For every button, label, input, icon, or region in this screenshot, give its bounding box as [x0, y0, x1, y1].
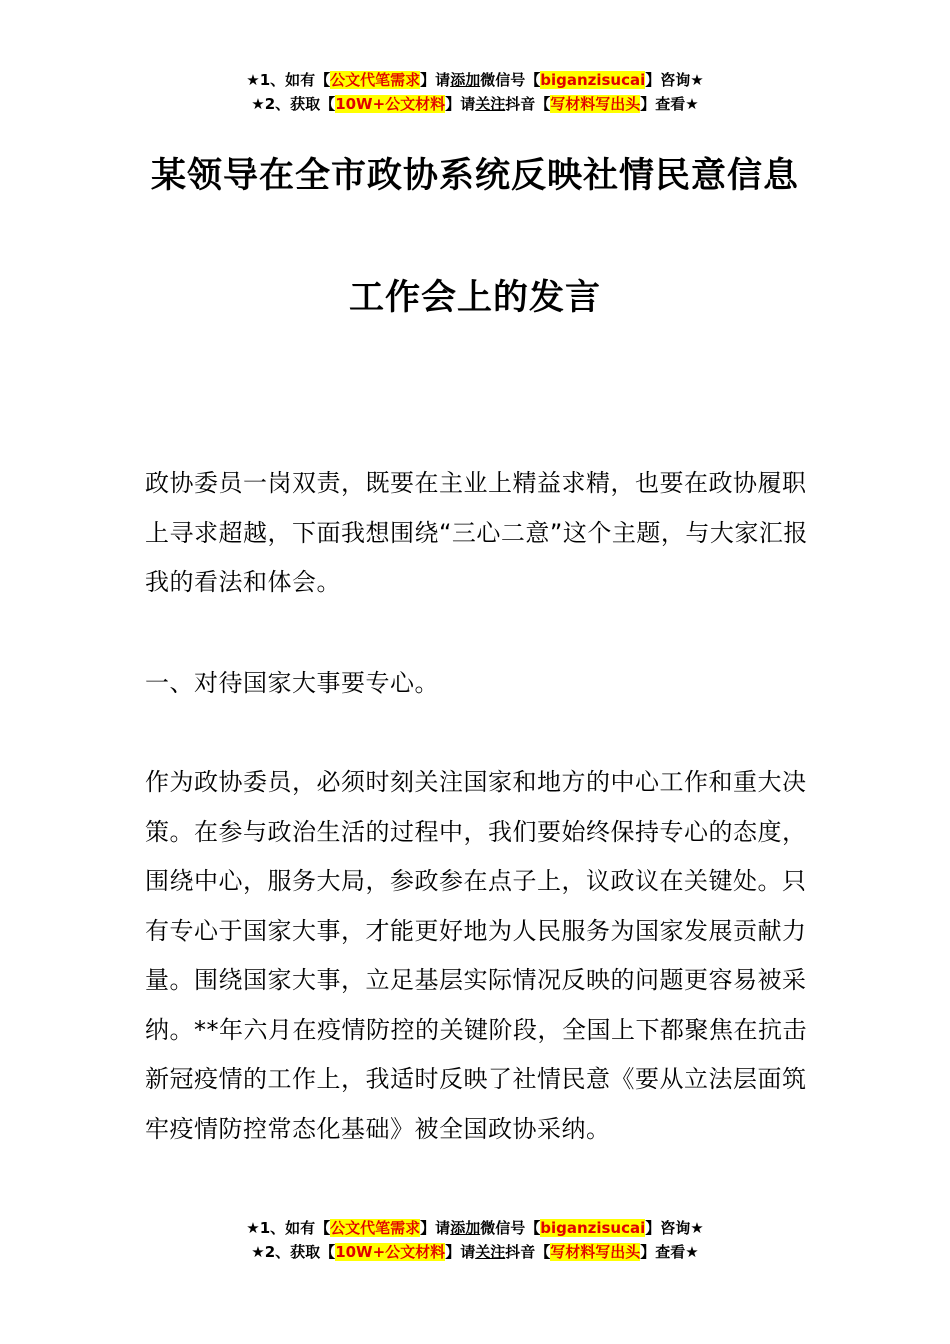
banner-text: ★2、获取【	[251, 1243, 336, 1261]
paragraph-section-1	[145, 758, 809, 1154]
heading-text: 一、对待国家大事要专心。	[145, 669, 439, 697]
banner-line-1	[0, 1216, 950, 1240]
banner-line-1	[0, 68, 950, 92]
header-banner	[0, 68, 950, 116]
banner-text: 】请	[445, 1243, 476, 1261]
highlight-tag: 公文代笔需求	[330, 71, 421, 89]
banner-text: 抖音【	[505, 1243, 551, 1261]
document-title-line-2: 工作会上的发言	[348, 278, 601, 318]
banner-text: 抖音【	[505, 95, 551, 113]
banner-text: 】请	[445, 95, 476, 113]
highlight-tag: 写材料写出头	[550, 95, 641, 113]
highlight-tag: 10W+公文材料	[335, 1243, 446, 1261]
banner-text: ★1、如有【	[246, 71, 331, 89]
banner-underlined-text: 关注	[475, 1243, 506, 1261]
banner-text: 】咨询★	[645, 71, 704, 89]
banner-underlined-text: 关注	[475, 95, 506, 113]
banner-text: 】查看★	[640, 1243, 699, 1261]
highlight-tag: 10W+公文材料	[335, 95, 446, 113]
highlight-tag: biganzisucai	[540, 1219, 646, 1237]
banner-underlined-text: 添加	[450, 71, 481, 89]
banner-text: 】请	[420, 71, 451, 89]
banner-text: ★1、如有【	[246, 1219, 331, 1237]
banner-text: 微信号【	[480, 71, 541, 89]
footer-banner	[0, 1216, 950, 1264]
paragraph-text: 作为政协委员，必须时刻关注国家和地方的中心工作和重大决策。在参与政治生活的过程中，我们要始终保持专心的态度，围绕中心，服务大局，参政参在点子上，议政议在关键处。只有专心于国家大事，才能更好地为人民服务为国家发展贡献力量。围绕国家大事，立足基层实际情况反映的问题更容易被采纳。**年六月在疫情防控的关键阶段，全国上下都聚焦在抗击新冠疫情的工作上，我适时反映了社情民意《要从立法层面筑牢疫情防控常态化基础》被全国政协采纳。	[145, 768, 807, 1143]
paragraph-text: 政协委员一岗双责，既要在主业上精益求精，也要在政协履职上寻求超越，下面我想围绕“三心二意”这个主题，与大家汇报我的看法和体会。	[145, 469, 808, 596]
highlight-tag: 写材料写出头	[550, 1243, 641, 1261]
banner-line-2	[0, 1240, 950, 1264]
section-heading-1	[145, 659, 809, 709]
document-title-line-1: 某领导在全市政协系统反映社情民意信息	[150, 156, 799, 196]
banner-line-2	[0, 92, 950, 116]
paragraph-intro	[145, 459, 809, 608]
banner-text: ★2、获取【	[251, 95, 336, 113]
banner-text: 】请	[420, 1219, 451, 1237]
banner-underlined-text: 添加	[450, 1219, 481, 1237]
banner-text: 】查看★	[640, 95, 699, 113]
banner-text: 微信号【	[480, 1219, 541, 1237]
highlight-tag: biganzisucai	[540, 71, 646, 89]
highlight-tag: 公文代笔需求	[330, 1219, 421, 1237]
banner-text: 】咨询★	[645, 1219, 704, 1237]
